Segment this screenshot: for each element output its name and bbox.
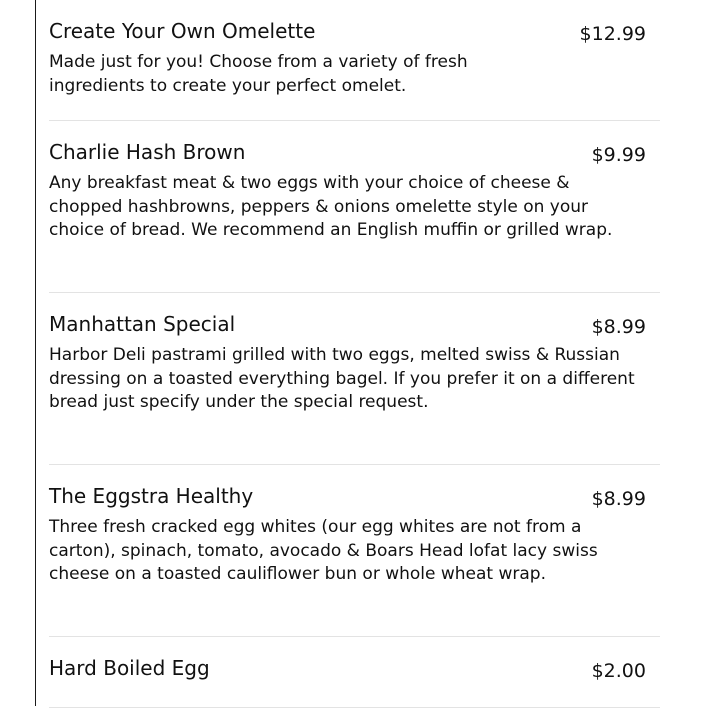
menu-item-manhattan-special[interactable] [49,293,660,465]
menu-item-charlie-hash-brown[interactable] [49,121,660,293]
menu-item-name: Create Your Own Omelette [49,19,316,43]
menu-item-price: $9.99 [591,144,646,166]
menu-item-price: $12.99 [579,23,646,45]
menu-item-price: $8.99 [591,316,646,338]
menu-item-description: Any breakfast meat & two eggs with your choice of cheese & chopped hashbrowns, peppers & onions omelette style on your choice of bread. We recommend an English muffin or grilled wrap. [49,173,613,240]
menu-item-description: Made just for you! Choose from a variety of fresh ingredients to create your perfect omelet. [49,52,468,96]
left-divider-line [35,0,36,706]
menu-item-price: $2.00 [591,660,646,682]
menu-item-name: The Eggstra Healthy [49,484,254,508]
menu-item-price: $8.99 [591,488,646,510]
menu-item-description: Harbor Deli pastrami grilled with two eggs, melted swiss & Russian dressing on a toasted everything bagel. If you prefer it on a different bread just specify under the special request. [49,345,635,412]
menu-item-hard-boiled-egg[interactable] [49,637,660,708]
menu-item-name: Charlie Hash Brown [49,140,246,164]
menu-item-create-your-own-omelette[interactable] [49,0,660,121]
menu-item-name: Hard Boiled Egg [49,656,210,680]
menu-item-the-eggstra-healthy[interactable] [49,465,660,637]
menu-item-description: Three fresh cracked egg whites (our egg whites are not from a carton), spinach, tomato, avocado & Boars Head lofat lacy swiss cheese on a toasted cauliflower bun or whole wheat wrap. [49,517,598,584]
menu-item-list [49,0,660,708]
menu-item-name: Manhattan Special [49,312,236,336]
